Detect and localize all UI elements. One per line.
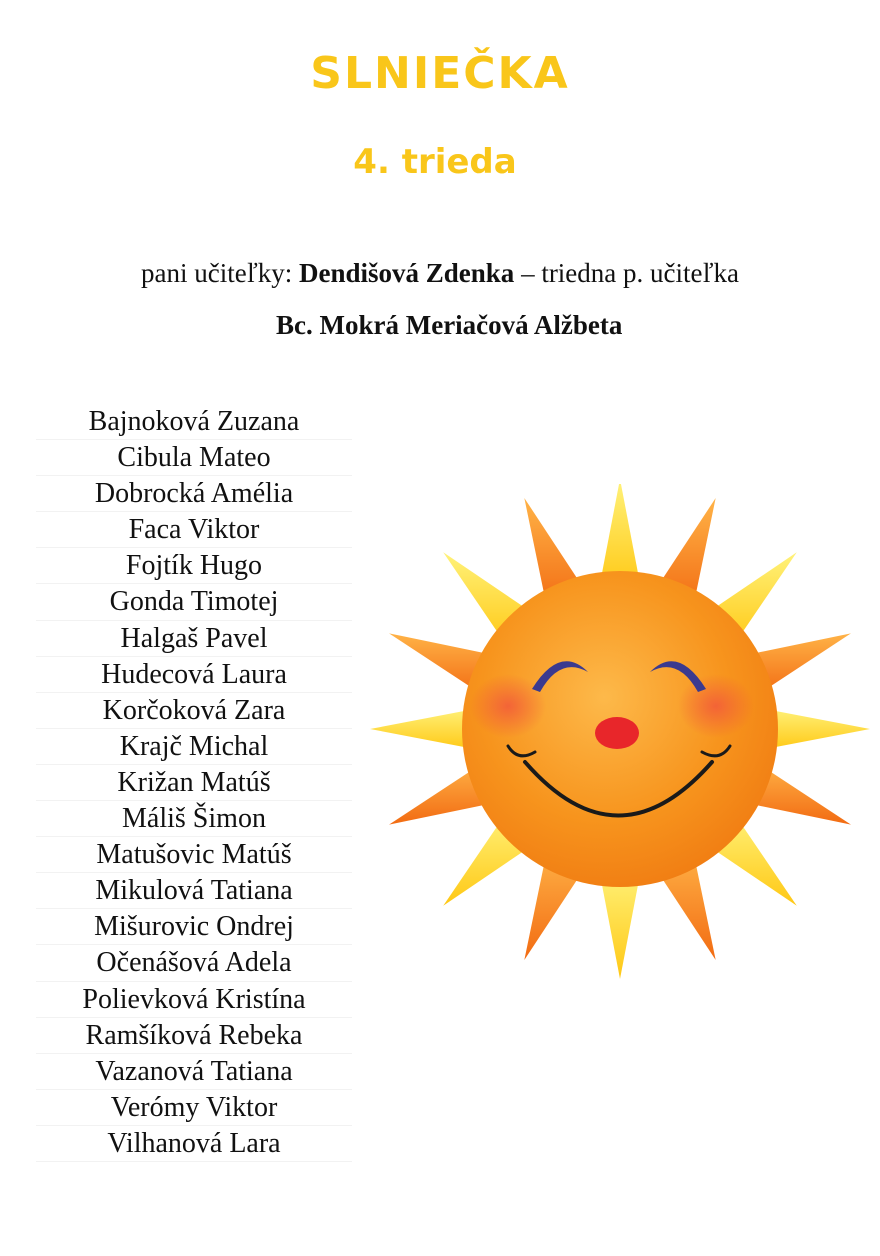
- teachers-label: pani učiteľky:: [141, 258, 299, 288]
- student-name: Dobrocká Amélia: [36, 476, 352, 512]
- student-name: Fojtík Hugo: [36, 548, 352, 584]
- student-name: Faca Viktor: [36, 512, 352, 548]
- student-name: Cibula Mateo: [36, 440, 352, 476]
- left-cheek: [470, 674, 546, 738]
- student-name: Vazanová Tatiana: [36, 1054, 352, 1090]
- student-name: Polievková Kristína: [36, 982, 352, 1018]
- student-name: Hudecová Laura: [36, 657, 352, 693]
- student-name: Ramšíková Rebeka: [36, 1018, 352, 1054]
- student-name: Očenášová Adela: [36, 945, 352, 981]
- student-name: Matušovic Matúš: [36, 837, 352, 873]
- student-name: Máliš Šimon: [36, 801, 352, 837]
- student-name: Mišurovic Ondrej: [36, 909, 352, 945]
- second-teacher-name: Bc. Mokrá Meriačová Alžbeta: [276, 310, 623, 340]
- page-title: SLNIEČKA: [310, 48, 570, 99]
- student-name: Verómy Viktor: [36, 1090, 352, 1126]
- student-name: Halgaš Pavel: [36, 621, 352, 657]
- student-name: Korčoková Zara: [36, 693, 352, 729]
- student-name: Bajnoková Zuzana: [36, 404, 352, 440]
- nose: [595, 717, 639, 749]
- main-teacher-role: – triedna p. učiteľka: [514, 258, 739, 288]
- main-teacher-name: Dendišová Zdenka: [298, 258, 515, 288]
- student-name: Gonda Timotej: [36, 584, 352, 620]
- smiling-sun-icon: [360, 484, 880, 1004]
- student-name: Vilhanová Lara: [36, 1126, 352, 1162]
- student-list: [36, 404, 352, 1162]
- student-name: Krajč Michal: [36, 729, 352, 765]
- right-cheek: [678, 674, 754, 738]
- student-name: Mikulová Tatiana: [36, 873, 352, 909]
- student-name: Križan Matúš: [36, 765, 352, 801]
- class-subtitle: 4. trieda: [353, 142, 517, 182]
- teachers-line: [0, 258, 880, 289]
